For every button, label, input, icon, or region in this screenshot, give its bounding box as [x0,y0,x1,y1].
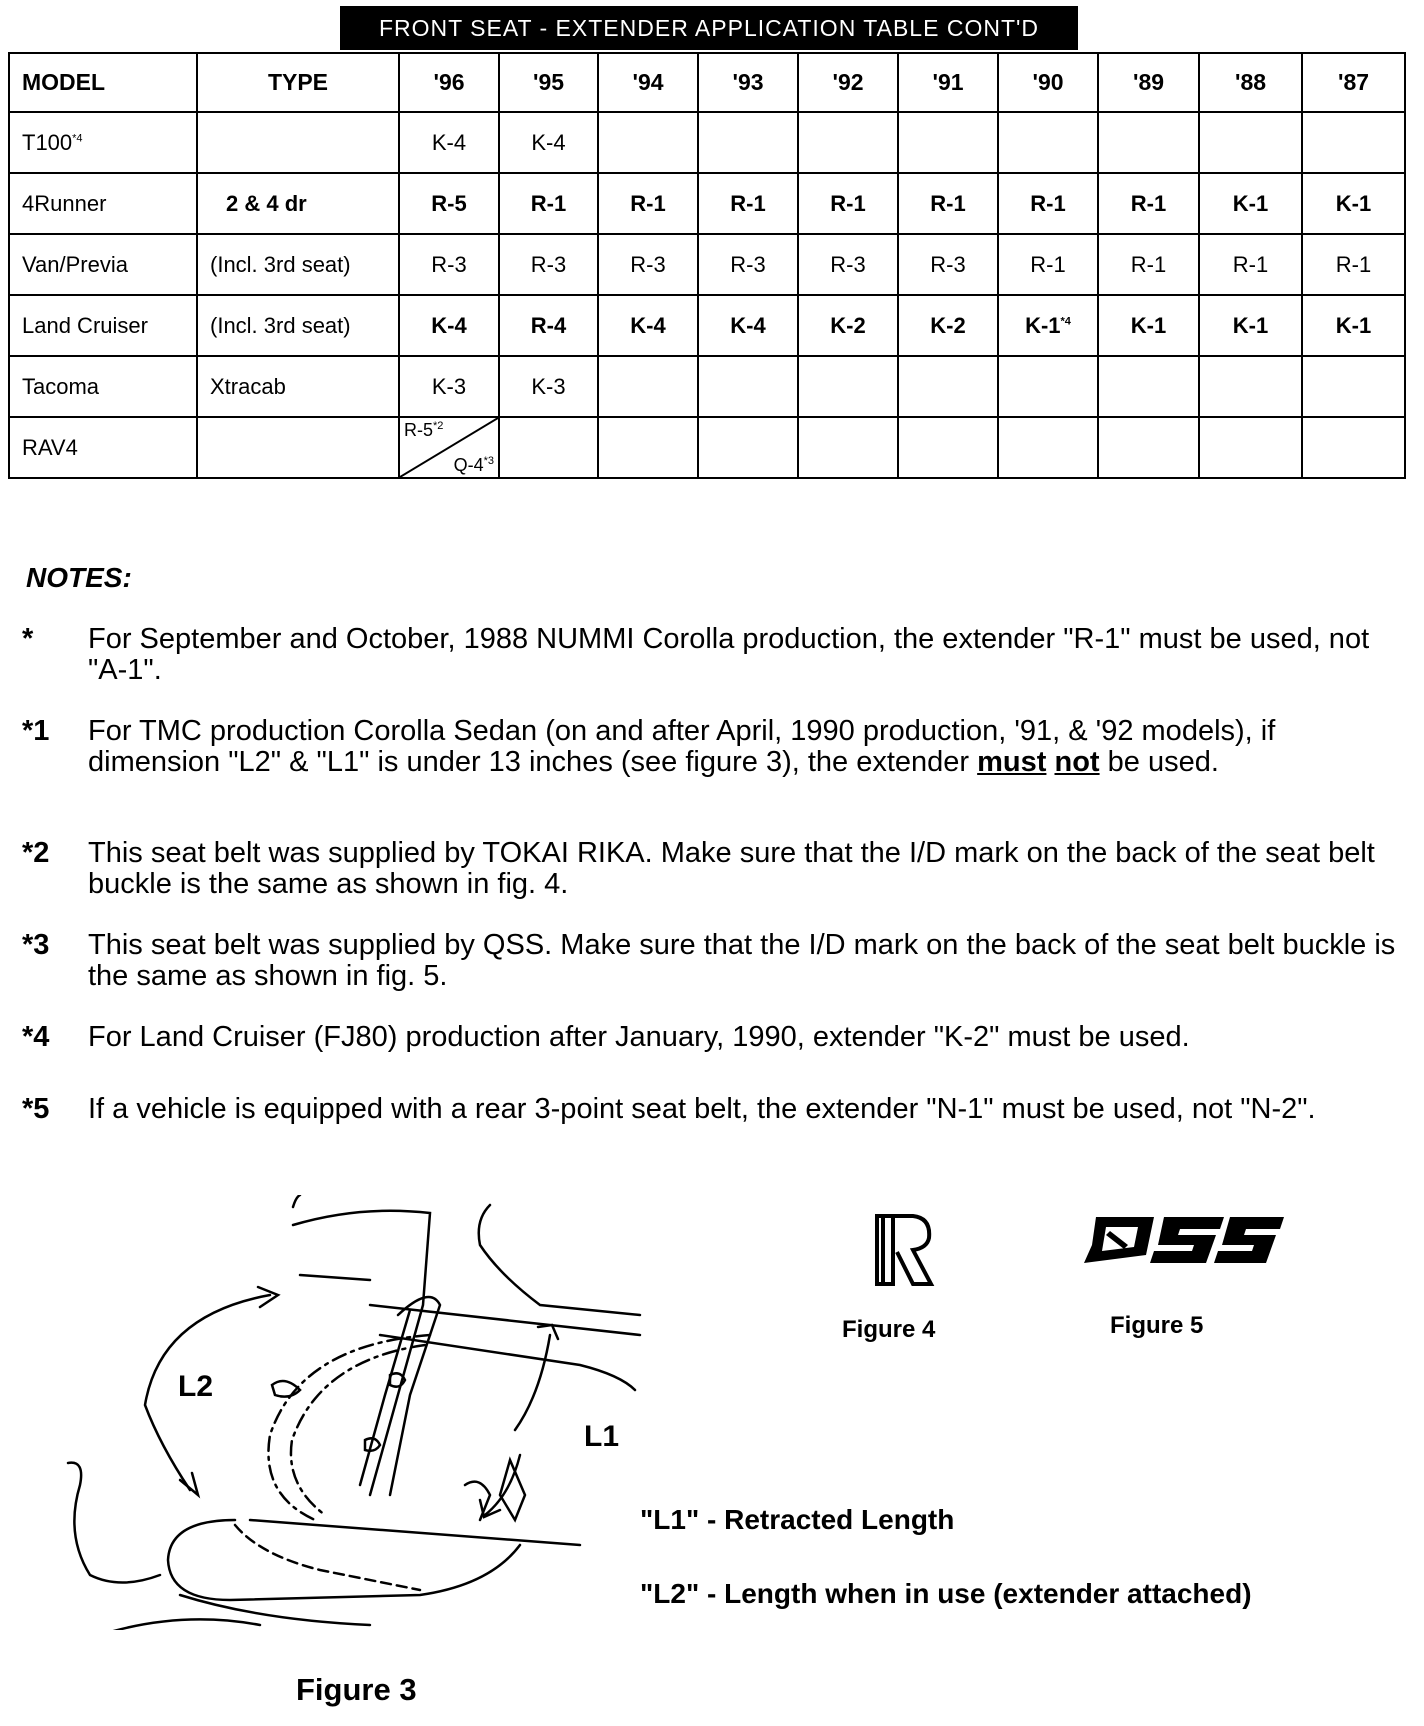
extender-cell: K-4 [499,112,598,173]
extender-cell: R-1 [998,173,1098,234]
extender-cell: K-2 [898,295,998,356]
extender-cell: R-3 [598,234,698,295]
extender-cell [1302,112,1405,173]
figure-5-caption: Figure 5 [1110,1312,1204,1339]
note-mark: *2 [22,837,50,869]
legend-l2: "L2" - Length when in use (extender attached) [640,1578,1252,1609]
table-banner: FRONT SEAT - EXTENDER APPLICATION TABLE CONT'D [340,6,1078,50]
extender-cell [598,417,698,478]
column-header: '87 [1302,53,1405,112]
extender-cell [499,417,598,478]
column-header: '93 [698,53,798,112]
note-text: For TMC production Corolla Sedan (on and after April, 1990 production, '91, & '92 models), if dimension "L2" & "L1" is under 13 inches (see figure 3), the extender must not be used. [88,715,1276,778]
extender-cell [1199,356,1302,417]
extender-cell [898,356,998,417]
extender-cell [598,112,698,173]
extender-cell [1098,417,1199,478]
extender-cell [1302,356,1405,417]
legend-l1: "L1" - Retracted Length [640,1504,955,1535]
extender-cell: R-5 [399,173,499,234]
extender-cell [1302,417,1405,478]
note-mark: *3 [22,929,50,961]
table-header-row [9,53,1405,112]
extender-cell: K-1 [1302,173,1405,234]
table-row [9,417,1405,478]
type-cell: Xtracab [197,356,399,417]
note-mark: *1 [22,715,50,747]
extender-cell: R-3 [798,234,898,295]
column-header: TYPE [197,53,399,112]
extender-cell [698,417,798,478]
emphasis-not: not [1054,746,1100,778]
extender-cell: R-3 [898,234,998,295]
extender-cell [998,356,1098,417]
l1-label: L1 [584,1420,620,1453]
extender-cell: K-1$^{*4}$ [998,295,1098,356]
extender-cell: R-1 [998,234,1098,295]
extender-cell: K-4 [698,295,798,356]
note-text: This seat belt was supplied by TOKAI RIKA. Make sure that the I/D mark on the back of the seat belt buckle is the same as shown in fig. 4. [88,837,1375,900]
qss-logo-icon [1084,1215,1284,1265]
model-cell: Land Cruiser [9,295,197,356]
extender-cell [698,356,798,417]
type-cell: 2 & 4 dr [197,173,399,234]
table-row [9,234,1405,295]
extender-cell [798,417,898,478]
figure-3-caption: Figure 3 [296,1672,417,1707]
column-header: '91 [898,53,998,112]
seat-belt-diagram-icon [60,1195,660,1630]
extender-cell: K-4 [598,295,698,356]
type-cell: (Incl. 3rd seat) [197,295,399,356]
extender-cell: R-1 [1199,234,1302,295]
split-top-value: R-5$^{*2}$ [404,420,444,440]
extender-cell: R-1 [898,173,998,234]
extender-cell [798,356,898,417]
table-row [9,356,1405,417]
extender-cell: R-1 [1098,173,1199,234]
table-row [9,173,1405,234]
note-text: If a vehicle is equipped with a rear 3-point seat belt, the extender "N-1" must be used, not "N-2". [88,1093,1316,1125]
column-header: '90 [998,53,1098,112]
note-text: This seat belt was supplied by QSS. Make sure that the I/D mark on the back of the seat belt buckle is the same as shown in fig. 5. [88,929,1396,992]
extender-cell: R-3 [698,234,798,295]
extender-cell [998,417,1098,478]
column-header: '95 [499,53,598,112]
extender-cell: R-4 [499,295,598,356]
extender-cell [698,112,798,173]
extender-cell [1098,356,1199,417]
extender-cell: K-3 [499,356,598,417]
extender-cell: K-4 [399,112,499,173]
extender-cell [1098,112,1199,173]
extender-cell [1199,417,1302,478]
extender-cell [898,112,998,173]
tokai-rika-logo-icon [873,1212,935,1288]
extender-cell: R-1 [698,173,798,234]
extender-cell: K-1 [1199,295,1302,356]
note-mark: *4 [22,1021,50,1053]
extender-cell: R-1 [1098,234,1199,295]
extender-cell [1199,112,1302,173]
extender-cell: R-1 [1302,234,1405,295]
model-cell: T100$^{*4}$ [9,112,197,173]
note-mark: *5 [22,1093,50,1125]
extender-cell: R-3 [399,234,499,295]
extender-cell: R-1 [598,173,698,234]
extender-cell: R-1 [798,173,898,234]
split-extender-cell [399,417,499,478]
extender-cell [598,356,698,417]
model-cell: Tacoma [9,356,197,417]
extender-cell: R-3 [499,234,598,295]
l2-label: L2 [178,1370,214,1403]
emphasis-must: must [977,746,1047,778]
extender-cell [998,112,1098,173]
type-cell [197,112,399,173]
column-header: '96 [399,53,499,112]
extender-cell [898,417,998,478]
split-bottom-value: Q-4$^{*3}$ [453,455,494,475]
type-cell [197,417,399,478]
extender-cell: K-4 [399,295,499,356]
column-header: MODEL [9,53,197,112]
extender-application-table [8,52,1406,479]
note-text: For Land Cruiser (FJ80) production after January, 1990, extender "K-2" must be used. [88,1021,1190,1053]
extender-cell [798,112,898,173]
extender-cell: R-1 [499,173,598,234]
figure-4-caption: Figure 4 [842,1316,936,1343]
table-row [9,295,1405,356]
extender-cell: K-2 [798,295,898,356]
extender-cell: K-1 [1098,295,1199,356]
note-text: For September and October, 1988 NUMMI Corolla production, the extender "R-1" must be used, not "A-1". [88,623,1370,686]
model-cell: 4Runner [9,173,197,234]
column-header: '92 [798,53,898,112]
column-header: '88 [1199,53,1302,112]
extender-cell: K-3 [399,356,499,417]
extender-cell: K-1 [1302,295,1405,356]
notes-title: NOTES: [26,562,132,593]
table-row [9,112,1405,173]
column-header: '94 [598,53,698,112]
note-mark: * [22,623,34,655]
column-header: '89 [1098,53,1199,112]
model-cell: Van/Previa [9,234,197,295]
extender-cell: K-1 [1199,173,1302,234]
model-cell: RAV4 [9,417,197,478]
type-cell: (Incl. 3rd seat) [197,234,399,295]
